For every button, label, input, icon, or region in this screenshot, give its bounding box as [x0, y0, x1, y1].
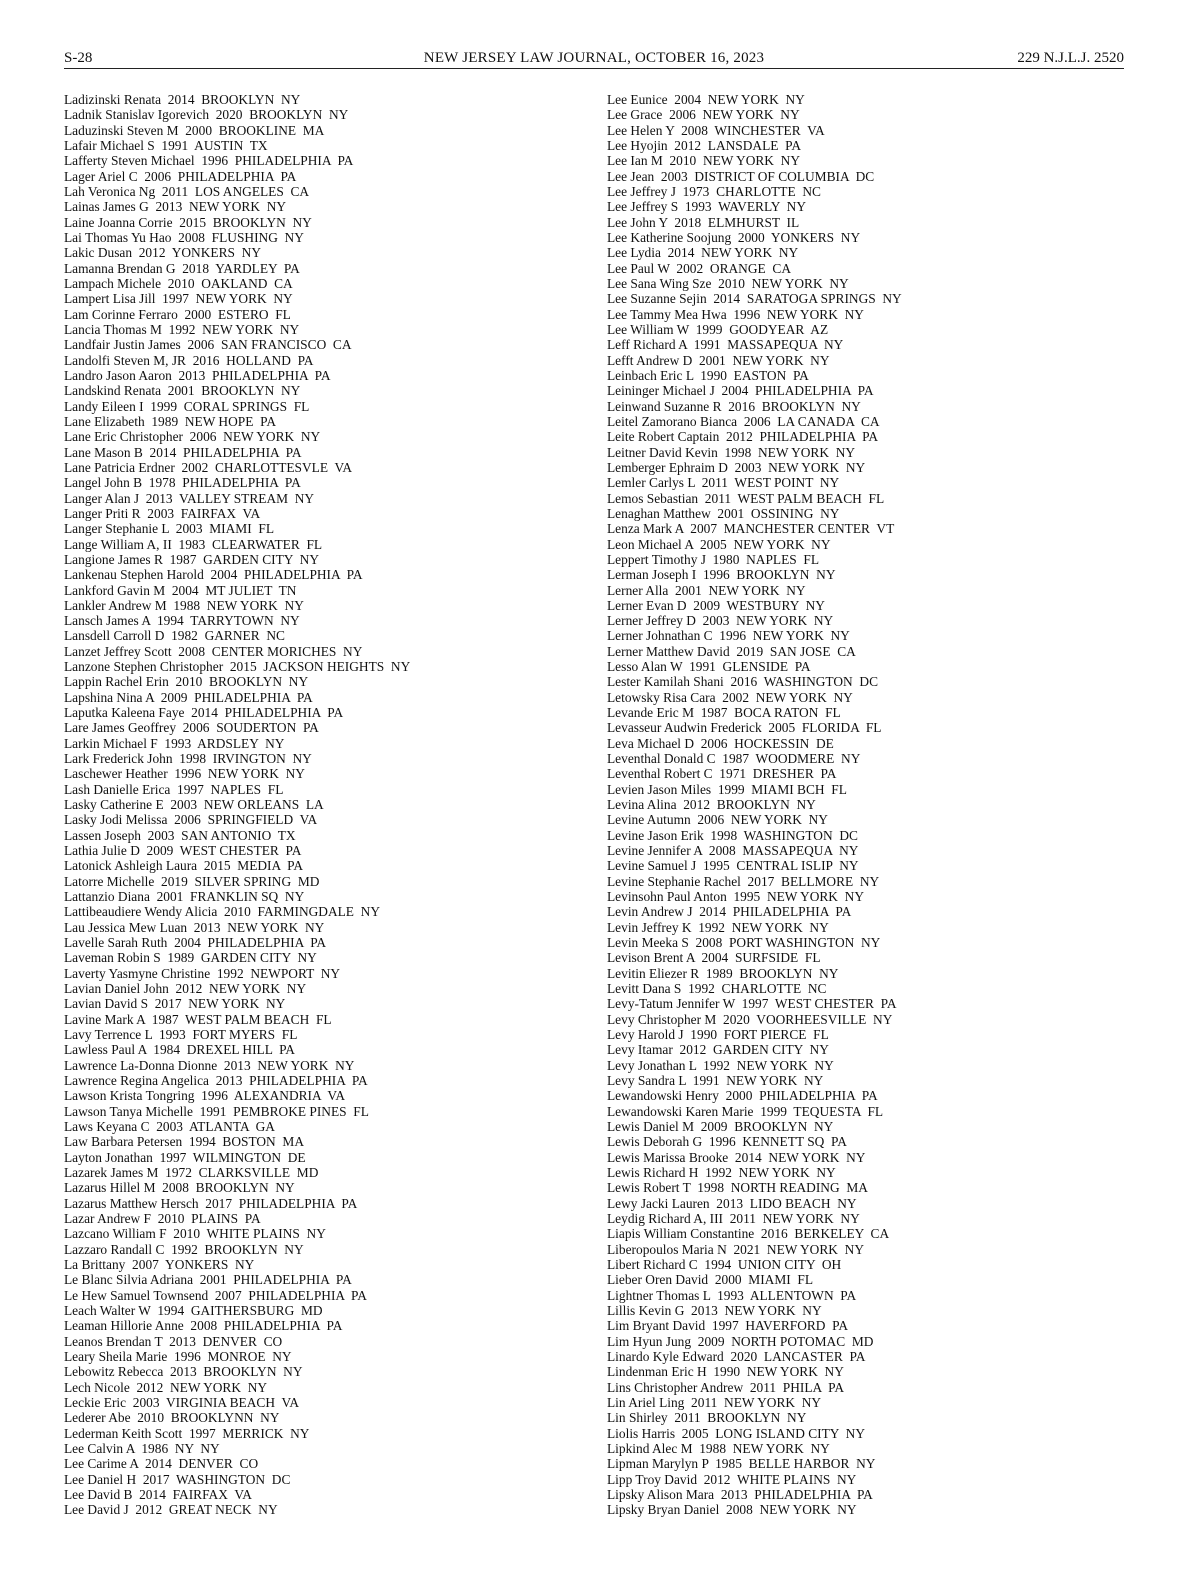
- citation: 229 N.J.L.J. 2520: [1017, 50, 1124, 66]
- listing-entry: Liolis Harris 2005 LONG ISLAND CITY NY: [607, 1425, 865, 1441]
- listing-entry: Lane Elizabeth 1989 NEW HOPE PA: [64, 413, 276, 429]
- listing-entry: Lieber Oren David 2000 MIAMI FL: [607, 1272, 814, 1288]
- listing-entry: Lavelle Sarah Ruth 2004 PHILADELPHIA PA: [64, 935, 327, 951]
- listing-entry: Lazarus Hillel M 2008 BROOKLYN NY: [64, 1180, 295, 1196]
- listing-entry: Levy Itamar 2012 GARDEN CITY NY: [607, 1042, 829, 1058]
- listing-entry: Liberopoulos Maria N 2021 NEW YORK NY: [607, 1241, 864, 1257]
- listing-entry: Lenza Mark A 2007 MANCHESTER CENTER VT: [607, 521, 895, 537]
- listing-entry: Lerner Evan D 2009 WESTBURY NY: [607, 597, 825, 613]
- listing-entry: Lassen Joseph 2003 SAN ANTONIO TX: [64, 827, 296, 843]
- listing-entry: Levine Stephanie Rachel 2017 BELLMORE NY: [607, 873, 880, 889]
- listing-entry: Lee David B 2014 FAIRFAX VA: [64, 1486, 252, 1502]
- listing-entry: Lederman Keith Scott 1997 MERRICK NY: [64, 1425, 310, 1441]
- listing-entry: Leary Sheila Marie 1996 MONROE NY: [64, 1348, 292, 1364]
- listing-entry: Leydig Richard A, III 2011 NEW YORK NY: [607, 1210, 860, 1226]
- listing-entry: Latorre Michelle 2019 SILVER SPRING MD: [64, 873, 320, 889]
- listing-entry: Levin Andrew J 2014 PHILADELPHIA PA: [607, 904, 852, 920]
- listing-entry: Lanzet Jeffrey Scott 2008 CENTER MORICHES NY: [64, 643, 363, 659]
- listing-entry: Leanos Brendan T 2013 DENVER CO: [64, 1333, 283, 1349]
- listing-entry: Lapshina Nina A 2009 PHILADELPHIA PA: [64, 689, 313, 705]
- listing-entry: Lawrence La-Donna Dionne 2013 NEW YORK NY: [64, 1057, 355, 1073]
- listing-entry: Lawrence Regina Angelica 2013 PHILADELPHIA PA: [64, 1073, 368, 1088]
- right-listing-column: [607, 92, 902, 1518]
- listing-entry: Lewandowski Karen Marie 1999 TEQUESTA FL: [607, 1103, 884, 1119]
- listing-entry: Lewis Marissa Brooke 2014 NEW YORK NY: [607, 1149, 866, 1165]
- listing-entry: Landolfi Steven M, JR 2016 HOLLAND PA: [64, 352, 314, 368]
- listing-entry: Laveman Robin S 1989 GARDEN CITY NY: [64, 950, 317, 966]
- listing-entry: Leinbach Eric L 1990 EASTON PA: [607, 367, 809, 383]
- listing-entry: Lewis Daniel M 2009 BROOKLYN NY: [607, 1118, 834, 1134]
- listing-entry: Laverty Yasmyne Christine 1992 NEWPORT NY: [64, 965, 341, 981]
- listing-entry: Lasky Jodi Melissa 2006 SPRINGFIELD VA: [64, 812, 318, 828]
- listing-entry: Landskind Renata 2001 BROOKLYN NY: [64, 383, 301, 399]
- listing-entry: Laputka Kaleena Faye 2014 PHILADELPHIA PA: [64, 705, 344, 721]
- listing-entry: Levy-Tatum Jennifer W 1997 WEST CHESTER PA: [607, 996, 897, 1012]
- listing-entry: Lawless Paul A 1984 DREXEL HILL PA: [64, 1042, 295, 1058]
- listing-entry: Lee John Y 2018 ELMHURST IL: [607, 214, 800, 230]
- listing-entry: Lee Helen Y 2008 WINCHESTER VA: [607, 122, 825, 138]
- listing-entry: Lee Katherine Soojung 2000 YONKERS NY: [607, 229, 861, 245]
- listing-entry: Lerner Alla 2001 NEW YORK NY: [607, 582, 806, 598]
- listing-entry: Letowsky Risa Cara 2002 NEW YORK NY: [607, 689, 853, 705]
- listing-entry: Lefft Andrew D 2001 NEW YORK NY: [607, 352, 830, 368]
- listing-entry: Leaman Hillorie Anne 2008 PHILADELPHIA PA: [64, 1318, 343, 1334]
- listing-entry: Lakic Dusan 2012 YONKERS NY: [64, 245, 261, 261]
- listing-entry: Levina Alina 2012 BROOKLYN NY: [607, 797, 816, 813]
- listing-entry: Leininger Michael J 2004 PHILADELPHIA PA: [607, 383, 874, 399]
- listing-entry: Lawson Krista Tongring 1996 ALEXANDRIA VA: [64, 1088, 346, 1104]
- listing-entry: Lam Corinne Ferraro 2000 ESTERO FL: [64, 306, 291, 322]
- listing-entry: Lee Carime A 2014 DENVER CO: [64, 1456, 259, 1472]
- page-header: [64, 48, 1124, 69]
- listing-entry: Lipsky Alison Mara 2013 PHILADELPHIA PA: [607, 1486, 873, 1502]
- listing-entry: Lavine Mark A 1987 WEST PALM BEACH FL: [64, 1011, 332, 1027]
- listing-entry: Lane Patricia Erdner 2002 CHARLOTTESVLE VA: [64, 459, 353, 475]
- listing-entry: Lazarek James M 1972 CLARKSVILLE MD: [64, 1164, 319, 1180]
- listing-entry: Le Blanc Silvia Adriana 2001 PHILADELPHIA PA: [64, 1272, 352, 1288]
- listing-entry: Lipkind Alec M 1988 NEW YORK NY: [607, 1440, 830, 1456]
- listing-entry: Lampach Michele 2010 OAKLAND CA: [64, 275, 293, 291]
- listing-entry: Levien Jason Miles 1999 MIAMI BCH FL: [607, 781, 847, 797]
- listing-entry: Lash Danielle Erica 1997 NAPLES FL: [64, 781, 284, 797]
- listing-entry: Laduzinski Steven M 2000 BROOKLINE MA: [64, 122, 325, 138]
- listing-entry: Lavy Terrence L 1993 FORT MYERS FL: [64, 1027, 298, 1043]
- listing-entry: Levande Eric M 1987 BOCA RATON FL: [607, 705, 841, 721]
- listing-entry: Lipp Troy David 2012 WHITE PLAINS NY: [607, 1471, 857, 1487]
- listing-entry: Lee Grace 2006 NEW YORK NY: [607, 107, 800, 123]
- listing-entry: Lavian David S 2017 NEW YORK NY: [64, 996, 286, 1012]
- listing-entry: Lafferty Steven Michael 1996 PHILADELPHIA PA: [64, 153, 354, 169]
- listing-entry: Langer Alan J 2013 VALLEY STREAM NY: [64, 490, 315, 506]
- listing-entry: Lewis Deborah G 1996 KENNETT SQ PA: [607, 1134, 847, 1150]
- listing-entry: Lederer Abe 2010 BROOKLYNN NY: [64, 1410, 280, 1426]
- listing-entry: Lightner Thomas L 1993 ALLENTOWN PA: [607, 1287, 857, 1303]
- listing-entry: Lebowitz Rebecca 2013 BROOKLYN NY: [64, 1364, 303, 1380]
- listing-entry: Leva Michael D 2006 HOCKESSIN DE: [607, 735, 834, 751]
- listing-entry: Lazzaro Randall C 1992 BROOKLYN NY: [64, 1241, 304, 1257]
- listing-entry: Levitt Dana S 1992 CHARLOTTE NC: [607, 981, 827, 997]
- listing-entry: Lane Mason B 2014 PHILADELPHIA PA: [64, 444, 302, 460]
- listing-entry: Lattibeaudiere Wendy Alicia 2010 FARMINGDALE NY: [64, 904, 381, 920]
- listing-entry: Levinsohn Paul Anton 1995 NEW YORK NY: [607, 889, 865, 905]
- listing-entry: Leff Richard A 1991 MASSAPEQUA NY: [607, 337, 844, 353]
- listing-entry: Leventhal Robert C 1971 DRESHER PA: [607, 766, 837, 782]
- listing-entry: Levitin Eliezer R 1989 BROOKLYN NY: [607, 965, 839, 981]
- listing-entry: Levin Jeffrey K 1992 NEW YORK NY: [607, 919, 829, 935]
- listing-entry: Lattanzio Diana 2001 FRANKLIN SQ NY: [64, 889, 305, 905]
- listing-entry: Levine Autumn 2006 NEW YORK NY: [607, 812, 828, 828]
- listing-entry: Laine Joanna Corrie 2015 BROOKLYN NY: [64, 214, 312, 230]
- listing-entry: Lavian Daniel John 2012 NEW YORK NY: [64, 981, 307, 997]
- listing-entry: Levine Jennifer A 2008 MASSAPEQUA NY: [607, 843, 859, 859]
- listing-entry: Lancia Thomas M 1992 NEW YORK NY: [64, 321, 300, 337]
- listing-entry: Lee Lydia 2014 NEW YORK NY: [607, 245, 799, 261]
- listing-entry: Lah Veronica Ng 2011 LOS ANGELES CA: [64, 183, 310, 199]
- listing-entry: Lansch James A 1994 TARRYTOWN NY: [64, 613, 300, 629]
- listing-entry: Lee David J 2012 GREAT NECK NY: [64, 1502, 278, 1518]
- listing-entry: Lenaghan Matthew 2001 OSSINING NY: [607, 505, 840, 521]
- listing-entry: Lai Thomas Yu Hao 2008 FLUSHING NY: [64, 229, 304, 245]
- listing-entry: Lathia Julie D 2009 WEST CHESTER PA: [64, 843, 302, 859]
- listing-entry: Lamanna Brendan G 2018 YARDLEY PA: [64, 260, 300, 276]
- listing-entry: Landy Eileen I 1999 CORAL SPRINGS FL: [64, 398, 310, 414]
- listing-entry: Lech Nicole 2012 NEW YORK NY: [64, 1379, 268, 1395]
- listing-entry: Lee Hyojin 2012 LANSDALE PA: [607, 137, 802, 153]
- listing-entry: La Brittany 2007 YONKERS NY: [64, 1256, 255, 1272]
- listing-entry: Lee Ian M 2010 NEW YORK NY: [607, 153, 801, 169]
- listing-entry: Landfair Justin James 2006 SAN FRANCISCO CA: [64, 337, 352, 353]
- listing-entry: Lau Jessica Mew Luan 2013 NEW YORK NY: [64, 919, 325, 935]
- listing-entry: Lemberger Ephraim D 2003 NEW YORK NY: [607, 459, 866, 475]
- listing-entry: Lee Suzanne Sejin 2014 SARATOGA SPRINGS NY: [607, 291, 902, 307]
- page-number: S-28: [64, 50, 93, 66]
- listing-entry: Levasseur Audwin Frederick 2005 FLORIDA FL: [607, 720, 882, 736]
- listing-entry: Lane Eric Christopher 2006 NEW YORK NY: [64, 429, 321, 445]
- listing-entry: Levy Harold J 1990 FORT PIERCE FL: [607, 1027, 829, 1043]
- listing-entry: Leite Robert Captain 2012 PHILADELPHIA PA: [607, 429, 879, 445]
- listing-entry: Lee Tammy Mea Hwa 1996 NEW YORK NY: [607, 306, 864, 322]
- listing-entry: Lare James Geoffrey 2006 SOUDERTON PA: [64, 720, 319, 736]
- listing-entry: Levy Sandra L 1991 NEW YORK NY: [607, 1073, 824, 1088]
- listing-entry: Levy Christopher M 2020 VOORHEESVILLE NY: [607, 1011, 893, 1027]
- listing-entry: Lillis Kevin G 2013 NEW YORK NY: [607, 1302, 822, 1318]
- listing-entry: Landro Jason Aaron 2013 PHILADELPHIA PA: [64, 367, 331, 383]
- listing-entry: Levy Jonathan L 1992 NEW YORK NY: [607, 1057, 834, 1073]
- listing-entry: Lemler Carlys L 2011 WEST POINT NY: [607, 475, 840, 491]
- left-listing-column: [64, 92, 410, 1518]
- listing-entry: Larkin Michael F 1993 ARDSLEY NY: [64, 735, 285, 751]
- listing-entry: Lee Jean 2003 DISTRICT OF COLUMBIA DC: [607, 168, 875, 184]
- listing-entry: Linardo Kyle Edward 2020 LANCASTER PA: [607, 1348, 866, 1364]
- listing-entry: Leckie Eric 2003 VIRGINIA BEACH VA: [64, 1394, 300, 1410]
- listing-entry: Lazarus Matthew Hersch 2017 PHILADELPHIA PA: [64, 1195, 358, 1211]
- listing-entry: Lewy Jacki Lauren 2013 LIDO BEACH NY: [607, 1195, 857, 1211]
- listing-entry: Lager Ariel C 2006 PHILADELPHIA PA: [64, 168, 297, 184]
- listing-entry: Lee Jeffrey S 1993 WAVERLY NY: [607, 199, 806, 215]
- listing-entry: Lasky Catherine E 2003 NEW ORLEANS LA: [64, 797, 324, 813]
- listing-entry: Lee Jeffrey J 1973 CHARLOTTE NC: [607, 183, 821, 199]
- listing-entry: Laschewer Heather 1996 NEW YORK NY: [64, 766, 305, 782]
- listing-entry: Lester Kamilah Shani 2016 WASHINGTON DC: [607, 674, 879, 690]
- listing-entry: Leppert Timothy J 1980 NAPLES FL: [607, 551, 820, 567]
- listing-entry: Leitner David Kevin 1998 NEW YORK NY: [607, 444, 856, 460]
- listing-entry: Lansdell Carroll D 1982 GARNER NC: [64, 628, 285, 644]
- listing-entry: Libert Richard C 1994 UNION CITY OH: [607, 1256, 842, 1272]
- listing-entry: Lazar Andrew F 2010 PLAINS PA: [64, 1210, 261, 1226]
- journal-title: NEW JERSEY LAW JOURNAL, OCTOBER 16, 2023: [423, 50, 765, 66]
- listing-entry: Lerner Jeffrey D 2003 NEW YORK NY: [607, 613, 834, 629]
- listing-entry: Leinwand Suzanne R 2016 BROOKLYN NY: [607, 398, 861, 414]
- listing-entry: Lee Calvin A 1986 NY NY: [64, 1440, 220, 1456]
- listing-entry: Lee Eunice 2004 NEW YORK NY: [607, 92, 805, 107]
- listing-entry: Lee Daniel H 2017 WASHINGTON DC: [64, 1471, 291, 1487]
- listing-entry: Lesso Alan W 1991 GLENSIDE PA: [607, 659, 811, 675]
- listing-entry: Lankenau Stephen Harold 2004 PHILADELPHIA PA: [64, 567, 363, 583]
- listing-entry: Lipsky Bryan Daniel 2008 NEW YORK NY: [607, 1502, 857, 1518]
- listing-entry: Law Barbara Petersen 1994 BOSTON MA: [64, 1134, 304, 1150]
- listing-entry: Langione James R 1987 GARDEN CITY NY: [64, 551, 320, 567]
- listing-entry: Lim Bryant David 1997 HAVERFORD PA: [607, 1318, 849, 1334]
- listing-entry: Lainas James G 2013 NEW YORK NY: [64, 199, 287, 215]
- listing-entry: Ladnik Stanislav Igorevich 2020 BROOKLYN NY: [64, 107, 349, 123]
- listing-entry: Langel John B 1978 PHILADELPHIA PA: [64, 475, 301, 491]
- listing-entry: Langer Priti R 2003 FAIRFAX VA: [64, 505, 261, 521]
- listing-entry: Lampert Lisa Jill 1997 NEW YORK NY: [64, 291, 293, 307]
- listing-entry: Leon Michael A 2005 NEW YORK NY: [607, 536, 831, 552]
- listing-entry: Lemos Sebastian 2011 WEST PALM BEACH FL: [607, 490, 885, 506]
- listing-entry: Le Hew Samuel Townsend 2007 PHILADELPHIA PA: [64, 1287, 367, 1303]
- listing-entry: Lindenman Eric H 1990 NEW YORK NY: [607, 1364, 844, 1380]
- listing-entry: Lerner Matthew David 2019 SAN JOSE CA: [607, 643, 856, 659]
- listing-entry: Levison Brent A 2004 SURFSIDE FL: [607, 950, 821, 966]
- listing-entry: Lewandowski Henry 2000 PHILADELPHIA PA: [607, 1088, 878, 1104]
- listing-entry: Lankler Andrew M 1988 NEW YORK NY: [64, 597, 304, 613]
- listing-entry: Lazcano William F 2010 WHITE PLAINS NY: [64, 1226, 326, 1242]
- listing-entry: Langer Stephanie L 2003 MIAMI FL: [64, 521, 274, 537]
- listing-entry: Layton Jonathan 1997 WILMINGTON DE: [64, 1149, 306, 1165]
- listing-entry: Lanzone Stephen Christopher 2015 JACKSON HEIGHTS NY: [64, 659, 411, 675]
- listing-entry: Liapis William Constantine 2016 BERKELEY CA: [607, 1226, 890, 1242]
- listing-entry: Lankford Gavin M 2004 MT JULIET TN: [64, 582, 297, 598]
- listing-entry: Leach Walter W 1994 GAITHERSBURG MD: [64, 1302, 323, 1318]
- listing-entry: Leventhal Donald C 1987 WOODMERE NY: [607, 751, 861, 767]
- listing-entry: Levine Samuel J 1995 CENTRAL ISLIP NY: [607, 858, 859, 874]
- listing-entry: Latonick Ashleigh Laura 2015 MEDIA PA: [64, 858, 304, 874]
- listing-entry: Ladizinski Renata 2014 BROOKLYN NY: [64, 92, 301, 107]
- listing-entry: Leitel Zamorano Bianca 2006 LA CANADA CA: [607, 413, 880, 429]
- listing-entry: Lerner Johnathan C 1996 NEW YORK NY: [607, 628, 850, 644]
- listing-entry: Lawson Tanya Michelle 1991 PEMBROKE PINES FL: [64, 1103, 369, 1119]
- listing-entry: Lin Shirley 2011 BROOKLYN NY: [607, 1410, 807, 1426]
- listing-entry: Lange William A, II 1983 CLEARWATER FL: [64, 536, 323, 552]
- listing-entry: Lewis Richard H 1992 NEW YORK NY: [607, 1164, 836, 1180]
- listing-entry: Lins Christopher Andrew 2011 PHILA PA: [607, 1379, 845, 1395]
- listing-entry: Lipman Marylyn P 1985 BELLE HARBOR NY: [607, 1456, 876, 1472]
- listing-entry: Lim Hyun Jung 2009 NORTH POTOMAC MD: [607, 1333, 874, 1349]
- listing-entry: Lee Paul W 2002 ORANGE CA: [607, 260, 791, 276]
- listing-entry: Levine Jason Erik 1998 WASHINGTON DC: [607, 827, 858, 843]
- listing-entry: Laws Keyana C 2003 ATLANTA GA: [64, 1118, 275, 1134]
- listing-entry: Lafair Michael S 1991 AUSTIN TX: [64, 137, 268, 153]
- listing-entry: Lee William W 1999 GOODYEAR AZ: [607, 321, 829, 337]
- listing-entry: Levin Meeka S 2008 PORT WASHINGTON NY: [607, 935, 881, 951]
- listing-entry: Lappin Rachel Erin 2010 BROOKLYN NY: [64, 674, 309, 690]
- listing-entry: Lark Frederick John 1998 IRVINGTON NY: [64, 751, 312, 767]
- listing-entry: Lin Ariel Ling 2011 NEW YORK NY: [607, 1394, 822, 1410]
- listing-entry: Lee Sana Wing Sze 2010 NEW YORK NY: [607, 275, 849, 291]
- listing-entry: Lerman Joseph I 1996 BROOKLYN NY: [607, 567, 836, 583]
- listing-entry: Lewis Robert T 1998 NORTH READING MA: [607, 1180, 868, 1196]
